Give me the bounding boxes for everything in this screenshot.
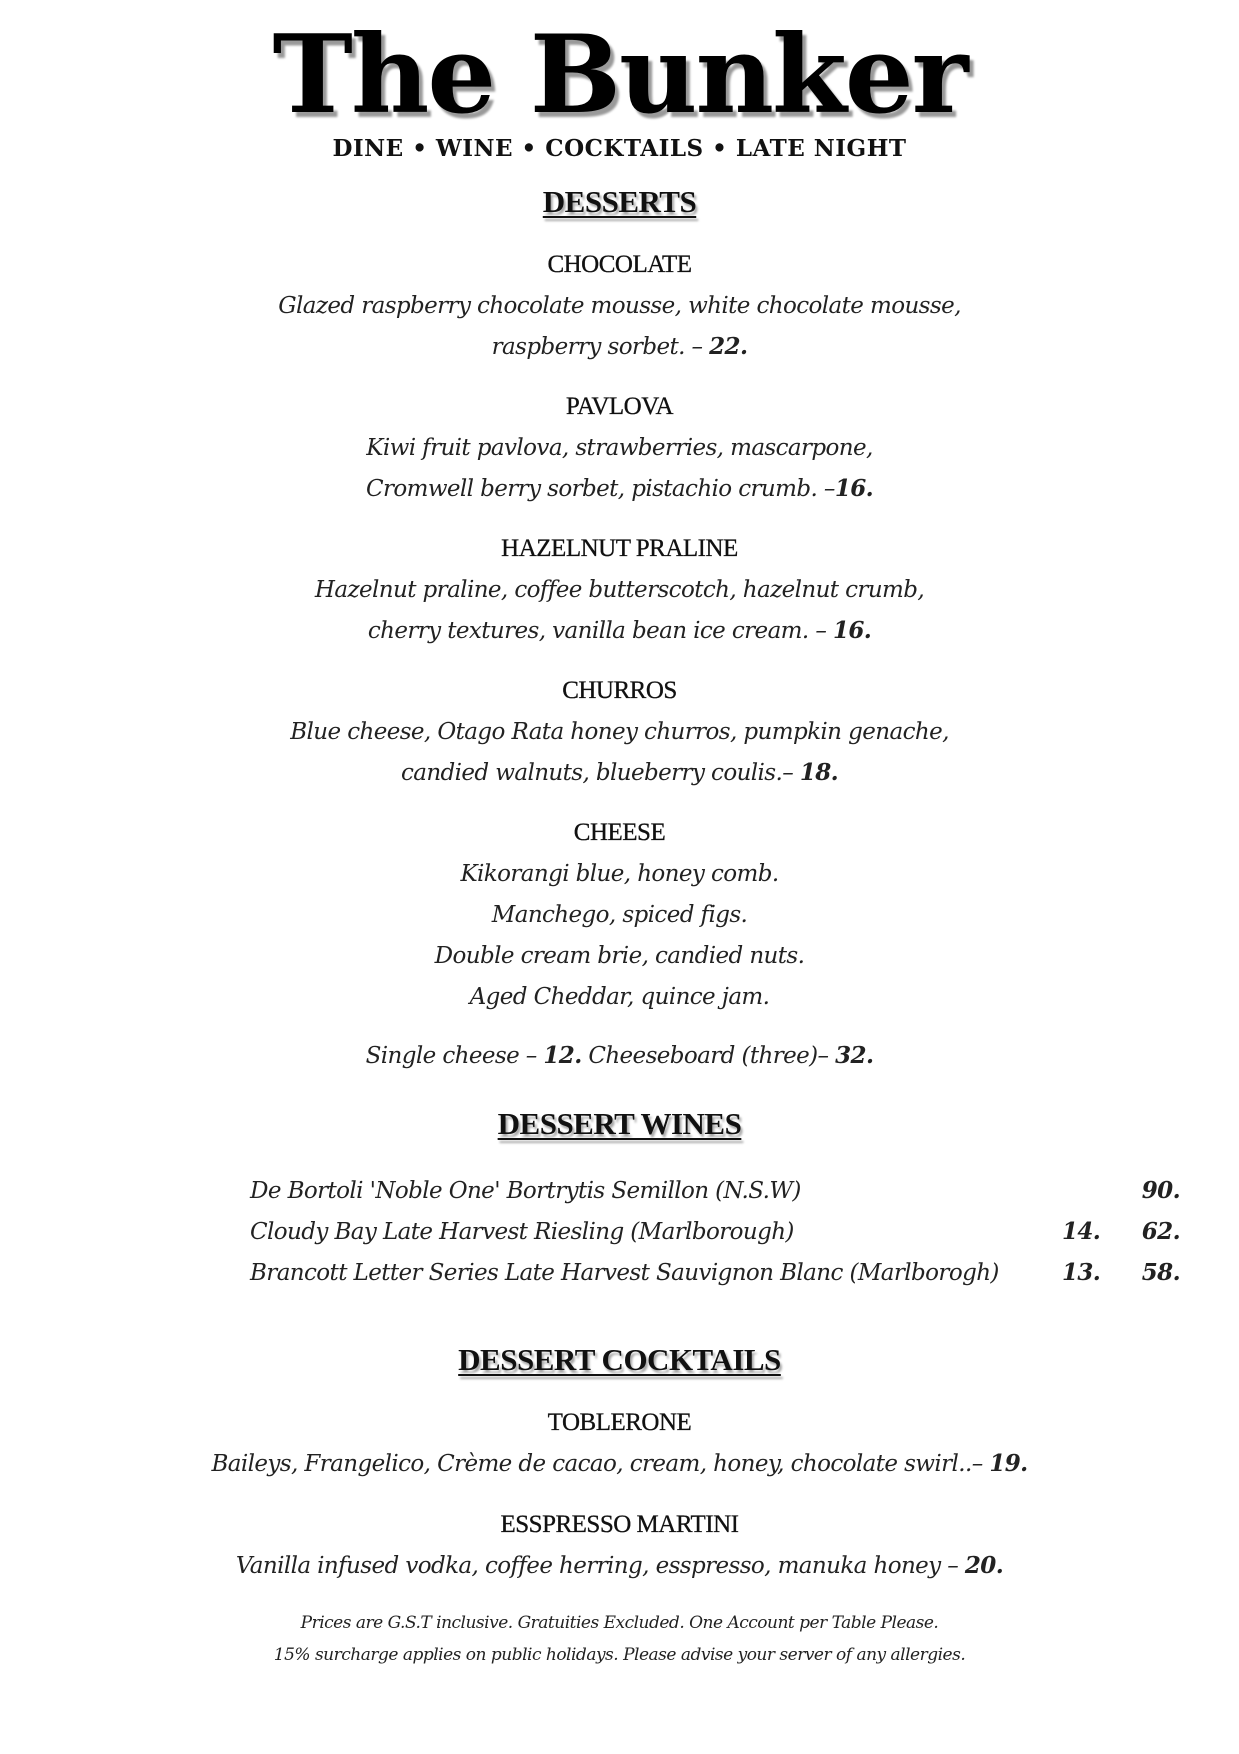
tagline: DINE • WINE • COCKTAILS • LATE NIGHT <box>332 135 907 162</box>
cheeseboard-price: 32. <box>835 1042 874 1069</box>
cocktail-description: Baileys, Frangelico, Crème de cacao, cream, honey, chocolate swirl..– 19. <box>211 1450 1028 1477</box>
wine-bottle-price: 58. <box>1141 1259 1180 1286</box>
wine-row <box>250 1174 1180 1208</box>
wine-name: Brancott Letter Series Late Harvest Sauvignon Blanc (Marlborogh) <box>250 1260 999 1286</box>
dessert-description-line: candied walnuts, blueberry coulis.– 18. <box>400 759 839 786</box>
cocktail-name: ESSPRESSO MARTINI <box>500 1511 739 1538</box>
cocktail-price: 19. <box>989 1450 1028 1477</box>
cheese-line: Double cream brie, candied nuts. <box>434 943 805 969</box>
dessert-price: 22. <box>709 333 748 360</box>
wine-name: Cloudy Bay Late Harvest Riesling (Marlborough) <box>250 1219 794 1245</box>
wine-name: De Bortoli 'Noble One' Bortrytis Semillon (N.S.W) <box>250 1178 801 1204</box>
dessert-wines-heading: DESSERT WINES <box>497 1106 742 1141</box>
cocktail-description: Vanilla infused vodka, coffee herring, esspresso, manuka honey – 20. <box>235 1552 1004 1579</box>
single-cheese-price: 12. <box>543 1042 582 1069</box>
wine-glass-price: 13. <box>1062 1259 1101 1286</box>
dessert-price: 18. <box>799 759 839 786</box>
wine-row <box>250 1215 1180 1249</box>
dessert-price: 16. <box>834 475 874 502</box>
cocktail-name: TOBLERONE <box>547 1409 692 1436</box>
wine-glass-price: 14. <box>1062 1218 1101 1245</box>
wine-bottle-price: 90. <box>1141 1177 1180 1204</box>
dessert-description-line: Blue cheese, Otago Rata honey churros, pumpkin genache, <box>290 719 949 745</box>
dessert-description-line: cherry textures, vanilla bean ice cream. – 16. <box>367 617 872 644</box>
cheese-line: Kikorangi blue, honey comb. <box>460 861 779 887</box>
dessert-description-line: Kiwi fruit pavlova, strawberries, mascarpone, <box>366 435 873 461</box>
desserts-heading: DESSERTS <box>542 184 697 219</box>
dessert-description-line: Glazed raspberry chocolate mousse, white chocolate mousse, <box>278 293 961 319</box>
cheese-line: Aged Cheddar, quince jam. <box>469 984 770 1010</box>
dessert-name: PAVLOVA <box>565 393 674 420</box>
wine-row <box>250 1256 1180 1290</box>
dessert-name: CHOCOLATE <box>547 251 692 278</box>
footer-note-surcharge: 15% surcharge applies on public holidays. Please advise your server of any allergies. <box>273 1645 966 1665</box>
cheese-line: Manchego, spiced figs. <box>491 902 748 928</box>
wine-bottle-price: 62. <box>1141 1218 1180 1245</box>
dessert-description-line: Cromwell berry sorbet, pistachio crumb. –16. <box>365 475 874 502</box>
dessert-cocktails-heading: DESSERT COCKTAILS <box>458 1342 781 1377</box>
restaurant-title: The Bunker <box>272 12 967 138</box>
dessert-price: 16. <box>832 617 872 644</box>
dessert-name: HAZELNUT PRALINE <box>501 535 738 562</box>
dessert-name: CHURROS <box>562 677 677 704</box>
footer-note-prices: Prices are G.S.T inclusive. Gratuities Excluded. One Account per Table Please. <box>300 1613 939 1633</box>
cocktail-price: 20. <box>964 1552 1004 1579</box>
dessert-description-line: Hazelnut praline, coffee butterscotch, hazelnut crumb, <box>314 577 925 603</box>
dessert-description-line: raspberry sorbet. – 22. <box>491 333 748 360</box>
cheese-pricing: Single cheese – 12. Cheeseboard (three)– 32. <box>365 1042 874 1069</box>
dessert-name: CHEESE <box>573 819 666 846</box>
